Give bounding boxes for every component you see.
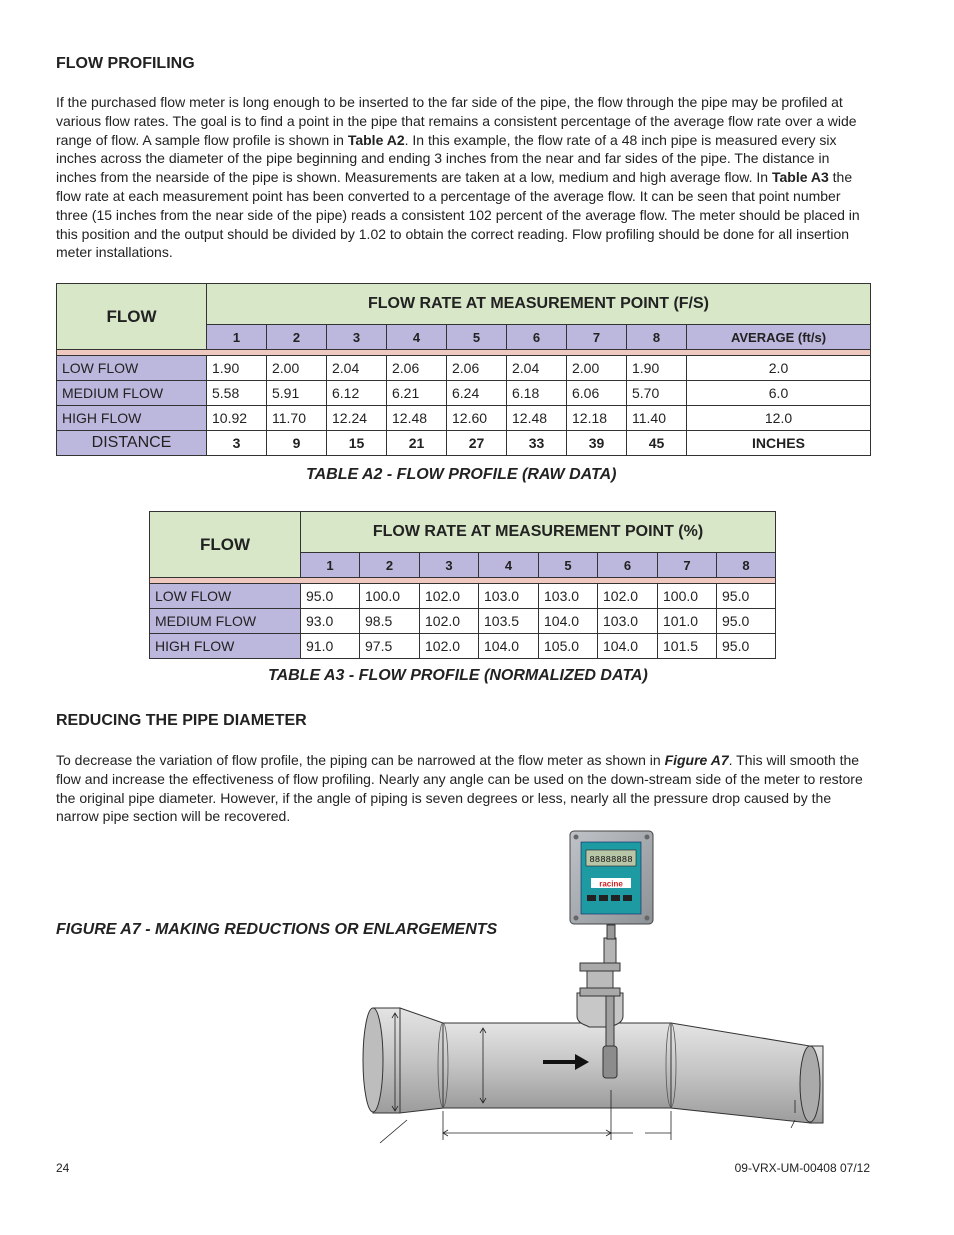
table-a3-caption: TABLE A3 - FLOW PROFILE (NORMALIZED DATA)	[268, 667, 648, 684]
cell: 104.0	[539, 609, 598, 634]
cell: 6.06	[567, 381, 627, 406]
narrow-pipe-section	[443, 1023, 671, 1108]
table-row	[150, 609, 776, 634]
inlet-pipe	[363, 1008, 400, 1113]
cell: 104.0	[598, 634, 658, 659]
point-header: 8	[717, 553, 776, 578]
table-a2-caption: TABLE A2 - FLOW PROFILE (RAW DATA)	[306, 466, 617, 483]
cell: 5.70	[627, 381, 687, 406]
average-cell: 12.0	[687, 406, 871, 431]
cell: 100.0	[360, 584, 420, 609]
table-row	[150, 584, 776, 609]
cell: 6.18	[507, 381, 567, 406]
cell: 12.48	[387, 406, 447, 431]
probe-sensor	[603, 1046, 617, 1078]
cell: 6.21	[387, 381, 447, 406]
cell: 95.0	[717, 584, 776, 609]
flow-profiling-paragraph: If the purchased flow meter is long enough to be inserted to the far side of the pipe, the flow through the pipe may be profiled at various flow rates. The goal is to find a point in the pipe that remains a consistent percentage of the average flow rate over a wide range of flow. A sample flow profile is shown in Table A2. In this example, the flow rate of a 48 inch pipe is measured every six inches across the diameter of the pipe beginning and ending 3 inches from the near and far sides of the pipe. The distance in inches from the nearside of the pipe is shown. Measurements are taken at a low, medium and high average flow. In Table A3 the flow rate at each measurement point has been converted to a percentage of the average flow. It can be seen that point number three (15 inches from the near side of the pipe) reads a consistent 102 percent of the average flow. The meter should be placed in this position and the output should be divided by 1.02 to obtain the correct reading. Flow profiling should be done for all insertion meter installations.	[56, 94, 860, 261]
cell: 95.0	[301, 584, 360, 609]
cell: 11.70	[267, 406, 327, 431]
point-header: 6	[598, 553, 658, 578]
reducer-cone	[400, 1008, 443, 1113]
point-header: 1	[301, 553, 360, 578]
cell: 101.0	[658, 609, 717, 634]
cell: 12.18	[567, 406, 627, 431]
cell: 103.0	[598, 609, 658, 634]
point-header: 7	[567, 325, 627, 350]
cell: 103.5	[479, 609, 539, 634]
row-label: MEDIUM FLOW	[57, 381, 207, 406]
distance-cell: 33	[507, 431, 567, 456]
cell: 12.60	[447, 406, 507, 431]
cell: 2.04	[327, 356, 387, 381]
keypad-button	[587, 895, 596, 901]
reducing-pipe-paragraph: To decrease the variation of flow profile, the piping can be narrowed at the flow meter as shown in Figure A7. This will smooth the flow and increase the effectiveness of flow profiling. Nearly any angle can be used on the down-stream side of the meter to restore the original pipe diameter. However, if the angle of piping is seven degrees or less, nearly all the pressure drop caused by the narrow pipe section will be recovered.	[56, 752, 863, 825]
row-label: LOW FLOW	[57, 356, 207, 381]
table-a2-reference: Table A2	[347, 131, 405, 148]
brand-logo-text: racine	[599, 879, 623, 889]
table-row	[57, 406, 871, 431]
lcd-digits: 88888888	[589, 855, 633, 865]
cell: 2.06	[447, 356, 507, 381]
cell: 95.0	[717, 609, 776, 634]
cell: 98.5	[360, 609, 420, 634]
probe-rod	[606, 996, 614, 1051]
flow-header: FLOW	[57, 284, 207, 350]
transmitter-enclosure	[570, 831, 653, 924]
lower-flange	[580, 988, 620, 996]
point-header: 4	[387, 325, 447, 350]
cell: 102.0	[420, 584, 479, 609]
figure-a7-reference: Figure A7	[664, 752, 729, 768]
cell: 12.24	[327, 406, 387, 431]
point-header: 1	[207, 325, 267, 350]
cell: 6.24	[447, 381, 507, 406]
cell: 10.92	[207, 406, 267, 431]
distance-label: DISTANCE	[57, 431, 207, 456]
flow-header: FLOW	[150, 512, 301, 578]
cell: 101.5	[658, 634, 717, 659]
cell: 5.91	[267, 381, 327, 406]
table-a3	[149, 511, 776, 659]
point-header: 2	[360, 553, 420, 578]
probe-stem	[604, 938, 616, 963]
flow-rate-title: FLOW RATE AT MEASUREMENT POINT (%)	[301, 512, 776, 553]
point-header: 5	[539, 553, 598, 578]
point-header: 6	[507, 325, 567, 350]
average-header: AVERAGE (ft/s)	[687, 325, 871, 350]
point-header: 8	[627, 325, 687, 350]
cell: 2.04	[507, 356, 567, 381]
distance-cell: 3	[207, 431, 267, 456]
distance-cell: 21	[387, 431, 447, 456]
section-heading-reducing-pipe: REDUCING THE PIPE DIAMETER	[56, 712, 307, 729]
distance-row	[57, 431, 871, 456]
distance-cell: 15	[327, 431, 387, 456]
cell: 5.58	[207, 381, 267, 406]
point-header: 5	[447, 325, 507, 350]
cell: 12.48	[507, 406, 567, 431]
cell: 102.0	[420, 609, 479, 634]
cell: 1.90	[627, 356, 687, 381]
distance-cell: 45	[627, 431, 687, 456]
row-label: LOW FLOW	[150, 584, 301, 609]
point-header: 3	[420, 553, 479, 578]
figure-a7-caption: FIGURE A7 - MAKING REDUCTIONS OR ENLARGEMENTS	[56, 921, 498, 938]
cell: 102.0	[598, 584, 658, 609]
table-row	[150, 634, 776, 659]
point-header: 3	[327, 325, 387, 350]
average-cell: 6.0	[687, 381, 871, 406]
cell: 102.0	[420, 634, 479, 659]
cell: 11.40	[627, 406, 687, 431]
cell: 6.12	[327, 381, 387, 406]
cell: 93.0	[301, 609, 360, 634]
keypad-button	[599, 895, 608, 901]
figure-a7-illustration	[355, 828, 835, 1153]
cell: 95.0	[717, 634, 776, 659]
point-header: 2	[267, 325, 327, 350]
distance-unit: INCHES	[687, 431, 871, 456]
keypad-button	[623, 895, 632, 901]
cell: 105.0	[539, 634, 598, 659]
cell: 97.5	[360, 634, 420, 659]
upper-flange	[580, 963, 620, 971]
enlargement-cone	[671, 1023, 810, 1123]
cell: 1.90	[207, 356, 267, 381]
document-id: 09-VRX-UM-00408 07/12	[734, 1161, 870, 1175]
cell: 103.0	[539, 584, 598, 609]
cell: 2.00	[567, 356, 627, 381]
row-label: MEDIUM FLOW	[150, 609, 301, 634]
table-row	[57, 381, 871, 406]
cell: 100.0	[658, 584, 717, 609]
table-a2	[56, 283, 871, 456]
distance-cell: 39	[567, 431, 627, 456]
distance-cell: 9	[267, 431, 327, 456]
average-cell: 2.0	[687, 356, 871, 381]
point-header: 7	[658, 553, 717, 578]
cell: 2.00	[267, 356, 327, 381]
cell: 2.06	[387, 356, 447, 381]
distance-cell: 27	[447, 431, 507, 456]
flow-rate-title: FLOW RATE AT MEASUREMENT POINT (F/S)	[207, 284, 871, 325]
row-label: HIGH FLOW	[150, 634, 301, 659]
saddle-tee	[577, 993, 623, 1027]
row-label: HIGH FLOW	[57, 406, 207, 431]
keypad-button	[611, 895, 620, 901]
page-number: 24	[56, 1161, 70, 1175]
section-heading-flow-profiling: FLOW PROFILING	[56, 55, 195, 72]
cell: 91.0	[301, 634, 360, 659]
cell: 104.0	[479, 634, 539, 659]
table-row	[57, 356, 871, 381]
cell: 103.0	[479, 584, 539, 609]
point-header: 4	[479, 553, 539, 578]
table-a3-reference: Table A3	[771, 169, 829, 186]
